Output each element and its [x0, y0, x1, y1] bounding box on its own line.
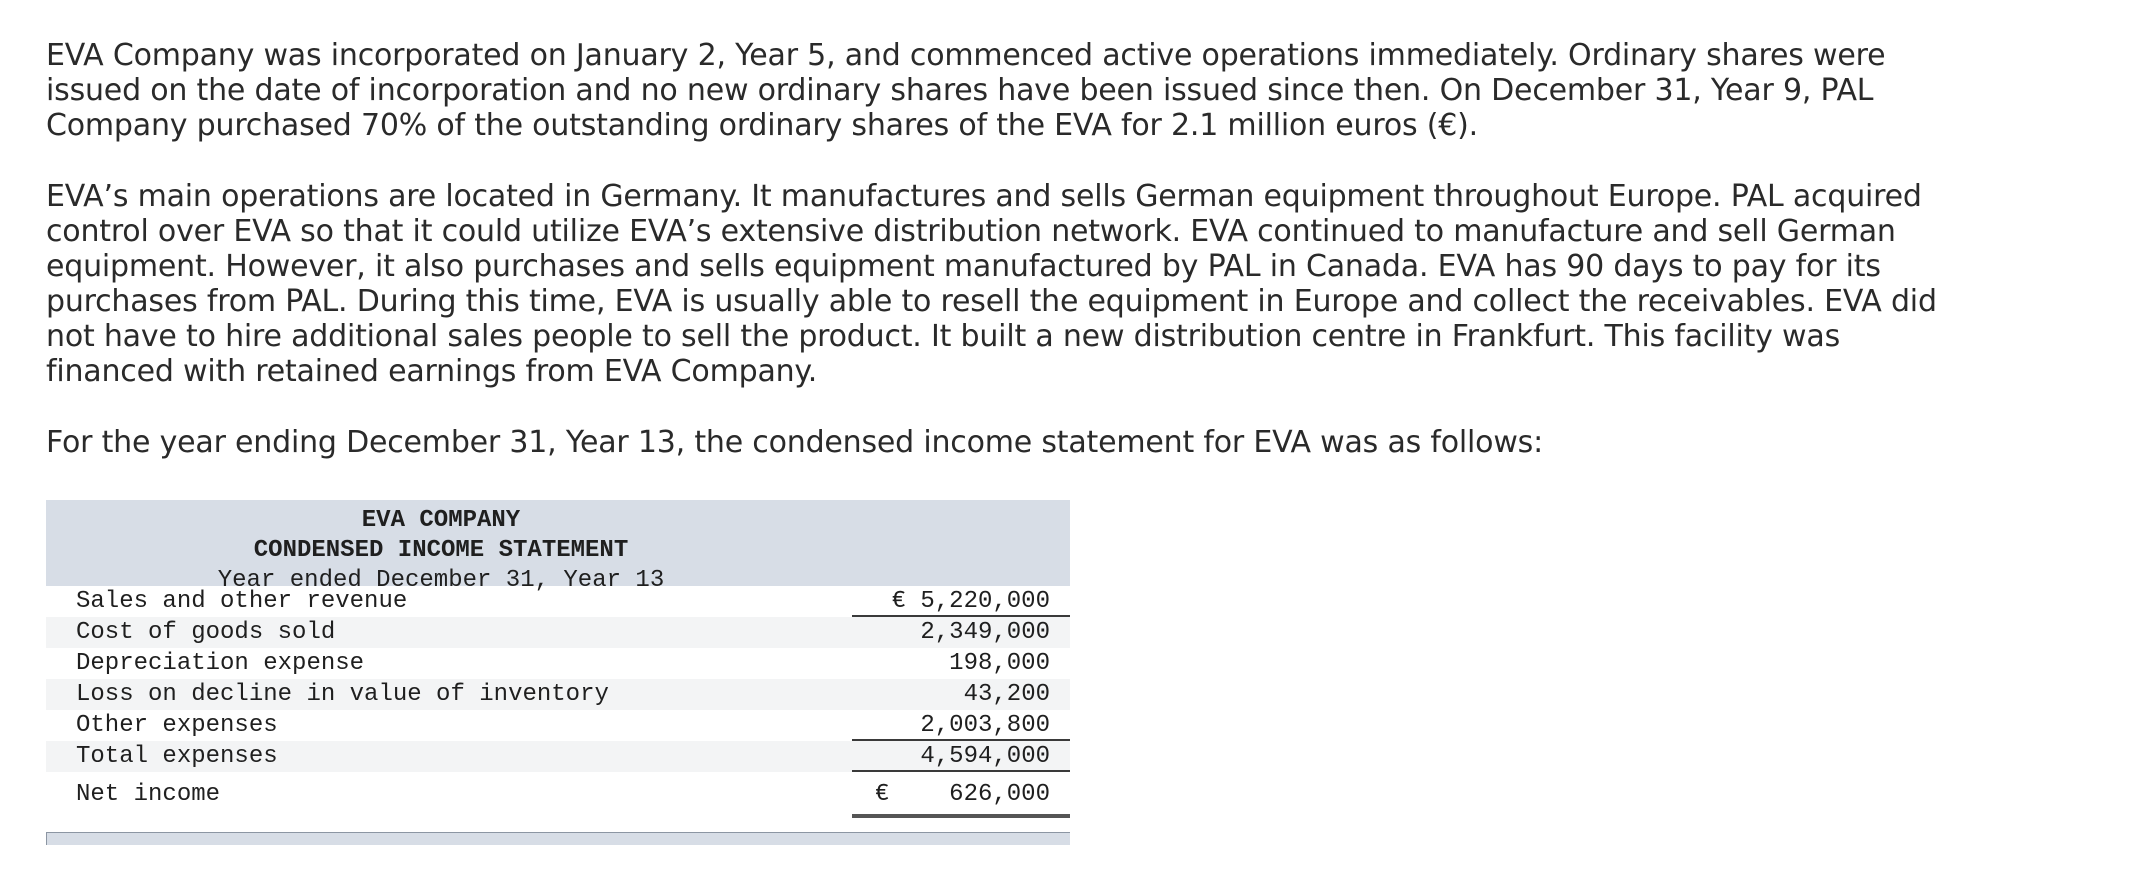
statement-period: Year ended December 31, Year 13: [217, 567, 665, 594]
table-row-net-income: [46, 774, 1070, 818]
currency-symbol: €: [875, 781, 890, 808]
row-amount: 4,594,000: [920, 743, 1050, 770]
table-row-total-expenses: [46, 741, 1070, 772]
row-amount: 2,349,000: [920, 619, 1050, 646]
row-label: Total expenses: [76, 743, 278, 770]
statement-header: [46, 500, 1070, 594]
statement-footer-bar: [46, 832, 1070, 845]
paragraph-operations: EVA’s main operations are located in Germany. It manufactures and sells German equipment throughout Europe. PAL acquired control over EVA so that it could utilize EVA’s extensive distribution network. EVA continued to manufacture and sell German equipment. However, it also purchases and sells equipment manufactured by PAL in Canada. EVA has 90 days to pay for its purchases from PAL. During this time, EVA is usually able to resell the equipment in Europe and collect the receivables. EVA did not have to hire additional sales people to sell the product. It built a new distribution centre in Frankfurt. This facility was financed with retained earnings from EVA Company.: [46, 179, 1937, 389]
row-label: Loss on decline in value of inventory: [76, 681, 609, 708]
row-amount: 198,000: [949, 650, 1050, 677]
total-double-rule: [852, 814, 1070, 818]
row-amount: 2,003,800: [920, 712, 1050, 739]
statement-company-name: EVA COMPANY: [361, 507, 521, 534]
table-row-other-expenses: [46, 710, 1070, 741]
row-amount: 43,200: [963, 681, 1050, 708]
row-label: Cost of goods sold: [76, 619, 336, 646]
table-row-depreciation: [46, 648, 1070, 679]
problem-text: [46, 38, 2106, 460]
statement-title: CONDENSED INCOME STATEMENT: [253, 537, 629, 564]
table-row-inventory-loss: [46, 679, 1070, 710]
row-amount: 626,000: [949, 781, 1050, 808]
table-row-sales: [46, 586, 1070, 617]
paragraph-intro-statement: For the year ending December 31, Year 13, the condensed income statement for EVA was as follows:: [46, 425, 1544, 460]
row-label: Net income: [76, 781, 221, 808]
table-row-cogs: [46, 617, 1070, 648]
row-label: Other expenses: [76, 712, 278, 739]
subtotal-rule: [852, 770, 1070, 772]
row-label: Depreciation expense: [76, 650, 365, 677]
row-label: Sales and other revenue: [76, 588, 408, 615]
paragraph-incorporation: EVA Company was incorporated on January 2, Year 5, and commenced active operations immediately. Ordinary shares were issued on the date of incorporation and no new ordinary shares have been issued since then. On December 31, Year 9, PAL Company purchased 70% of the outstanding ordinary shares of the EVA for 2.1 million euros (€).: [46, 38, 1886, 143]
income-statement-table: [46, 500, 1070, 845]
row-amount: € 5,220,000: [891, 588, 1050, 615]
